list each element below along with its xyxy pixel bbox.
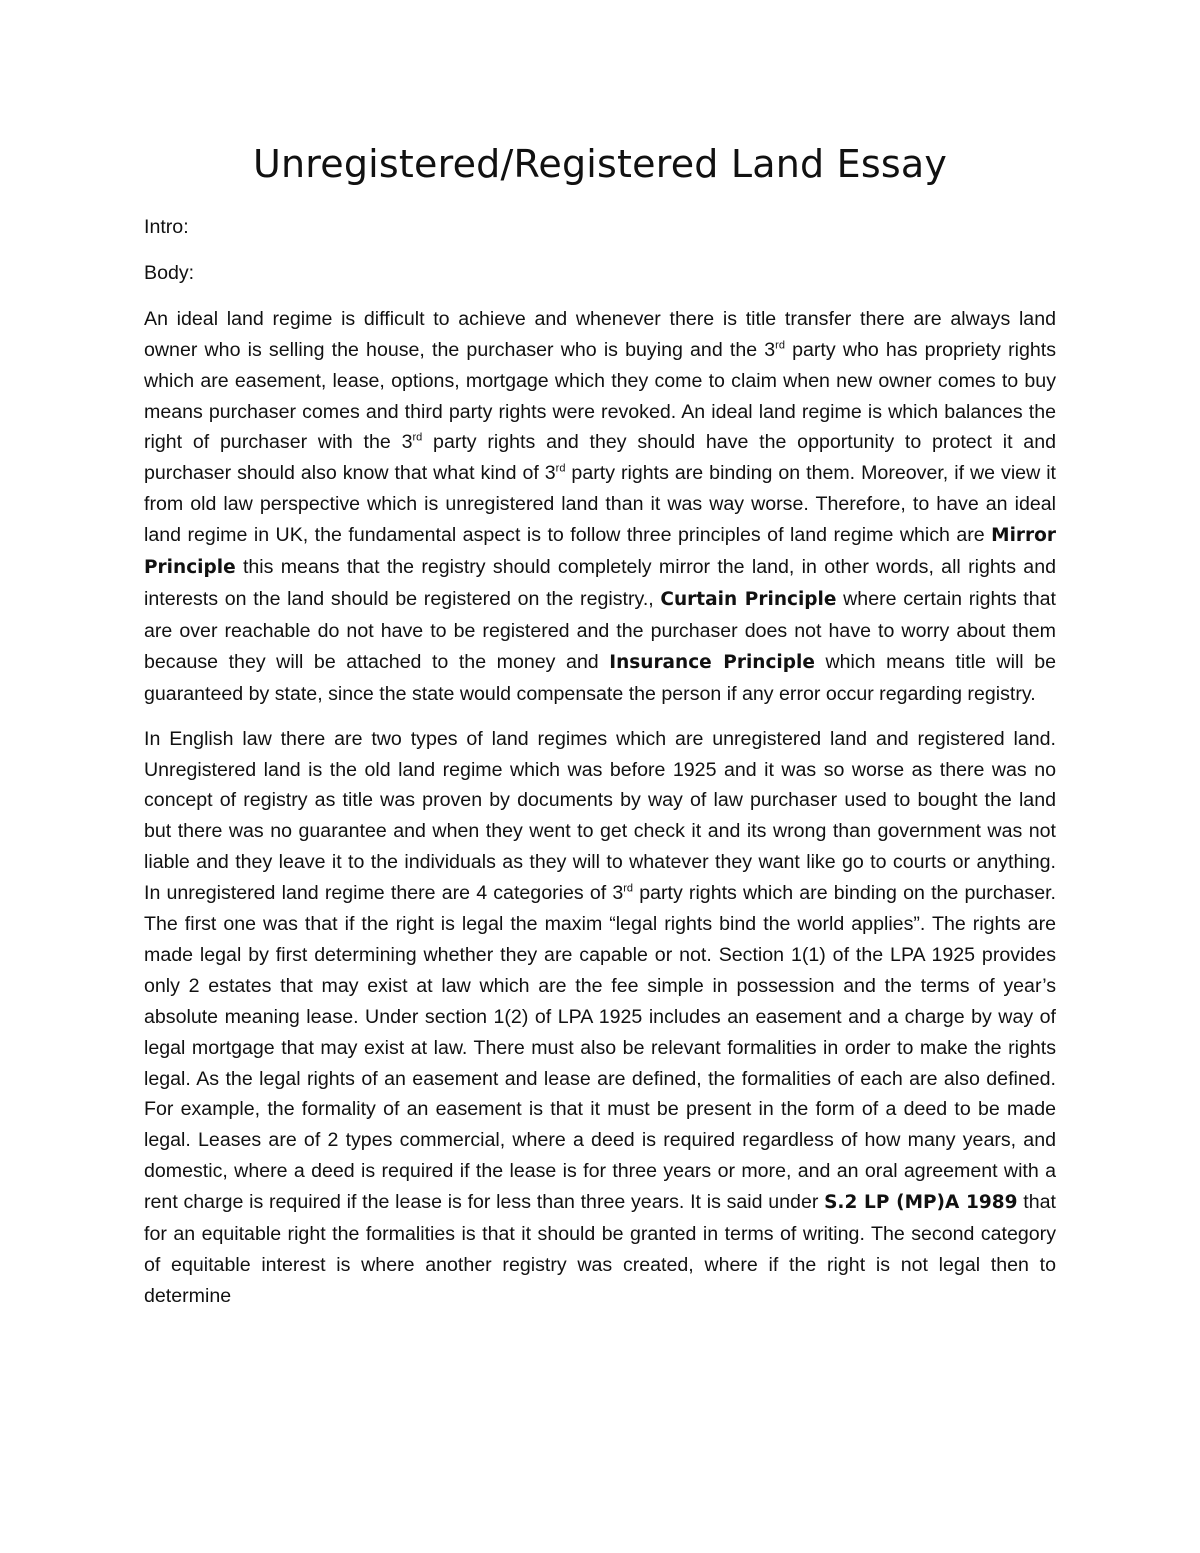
superscript-ordinal: rd bbox=[623, 882, 634, 895]
intro-label: Intro: bbox=[144, 216, 189, 238]
text-run: An ideal land regime is difficult to achieve and whenever there is title transfer there are always land owner who is selling the house, the purchaser who is buying and the 3 bbox=[144, 307, 1056, 361]
superscript-ordinal: rd bbox=[775, 339, 785, 352]
text-run: this means that the registry should completely mirror the land, in other words, all rights and interests on the land should be registered on the registry., bbox=[144, 556, 1056, 610]
text-run: party who has propriety rights which are easement, lease, options, mortgage which they come to claim when new owner comes to buy means purchaser comes and third party rights were revoked. An ideal land regime is which balances the right of purchaser with the 3 bbox=[144, 338, 1056, 454]
text-run: where certain rights that are over reachable do not have to be registered and the purchaser does not have to worry about them because they will be attached to the money and bbox=[144, 587, 1056, 673]
superscript-ordinal: rd bbox=[412, 431, 423, 444]
paragraph-english-law-regimes bbox=[144, 724, 1056, 1312]
bold-term-statute-reference: S.2 LP (MP)A 1989 bbox=[824, 1192, 1018, 1214]
document-body bbox=[144, 212, 1056, 1326]
text-run: In English law there are two types of land regimes which are unregistered land and registered land. Unregistered land is the old land regime which was before 1925 and it was so worse as there was no concept of registry as title was proven by documents by way of law purchaser used to bought the land but there was no guarantee and when they went to get check it and its wrong than government was not liable and they leave it to the individuals as they will to whatever they want like go to courts or anything. In unregistered land regime there are 4 categories of 3 bbox=[144, 727, 1056, 905]
text-run: party rights and they should have the opportunity to protect it and purchaser should also know that what kind of 3 bbox=[144, 431, 1056, 485]
text-run: which means title will be guaranteed by state, since the state would compensate the person if any error occur regarding registry. bbox=[144, 650, 1056, 705]
text-run: party rights are binding on them. Moreover, if we view it from old law perspective which is unregistered land than it was way worse. Therefore, to have an ideal land regime in UK, the fundamental aspect is to follow three principles of land regime which are bbox=[144, 462, 1056, 547]
text-run: party rights which are binding on the purchaser. The first one was that if the right is legal the maxim “legal rights bind the world applies”. The rights are made legal by first determining whether they are capable or not. Section 1(1) of the LPA 1925 provides only 2 estates that may exist at law which are the fee simple in possession and the terms of year’s absolute meaning lease. Under section 1(2) of LPA 1925 includes an easement and a charge by way of legal mortgage that may exist at law. There must also be relevant formalities in order to make the rights legal. As the legal rights of an easement and lease are defined, the formalities of each are also defined. For example, the formality of an easement is that it must be present in the form of a deed to be made legal. Leases are of 2 types commercial, where a deed is required regardless of how many years, and domestic, where a deed is required if the lease is for three years or more, and an oral agreement with a rent charge is required if the lease is for less than three years. It is said under bbox=[144, 882, 1056, 1214]
bold-term-insurance-principle: Insurance Principle bbox=[609, 651, 815, 673]
bold-term-curtain-principle: Curtain Principle bbox=[660, 588, 837, 610]
paragraph-ideal-land-regime bbox=[144, 304, 1056, 710]
body-label: Body: bbox=[144, 261, 195, 284]
text-run: that for an equitable right the formalities is that it should be granted in terms of writing. The second category of equitable interest is where another registry was created, where if the right is not legal then to determine bbox=[144, 1191, 1056, 1307]
superscript-ordinal: rd bbox=[555, 462, 566, 475]
document-title: Unregistered/Registered Land Essay bbox=[252, 142, 948, 186]
bold-term-mirror-principle: Mirror Principle bbox=[144, 525, 1056, 579]
